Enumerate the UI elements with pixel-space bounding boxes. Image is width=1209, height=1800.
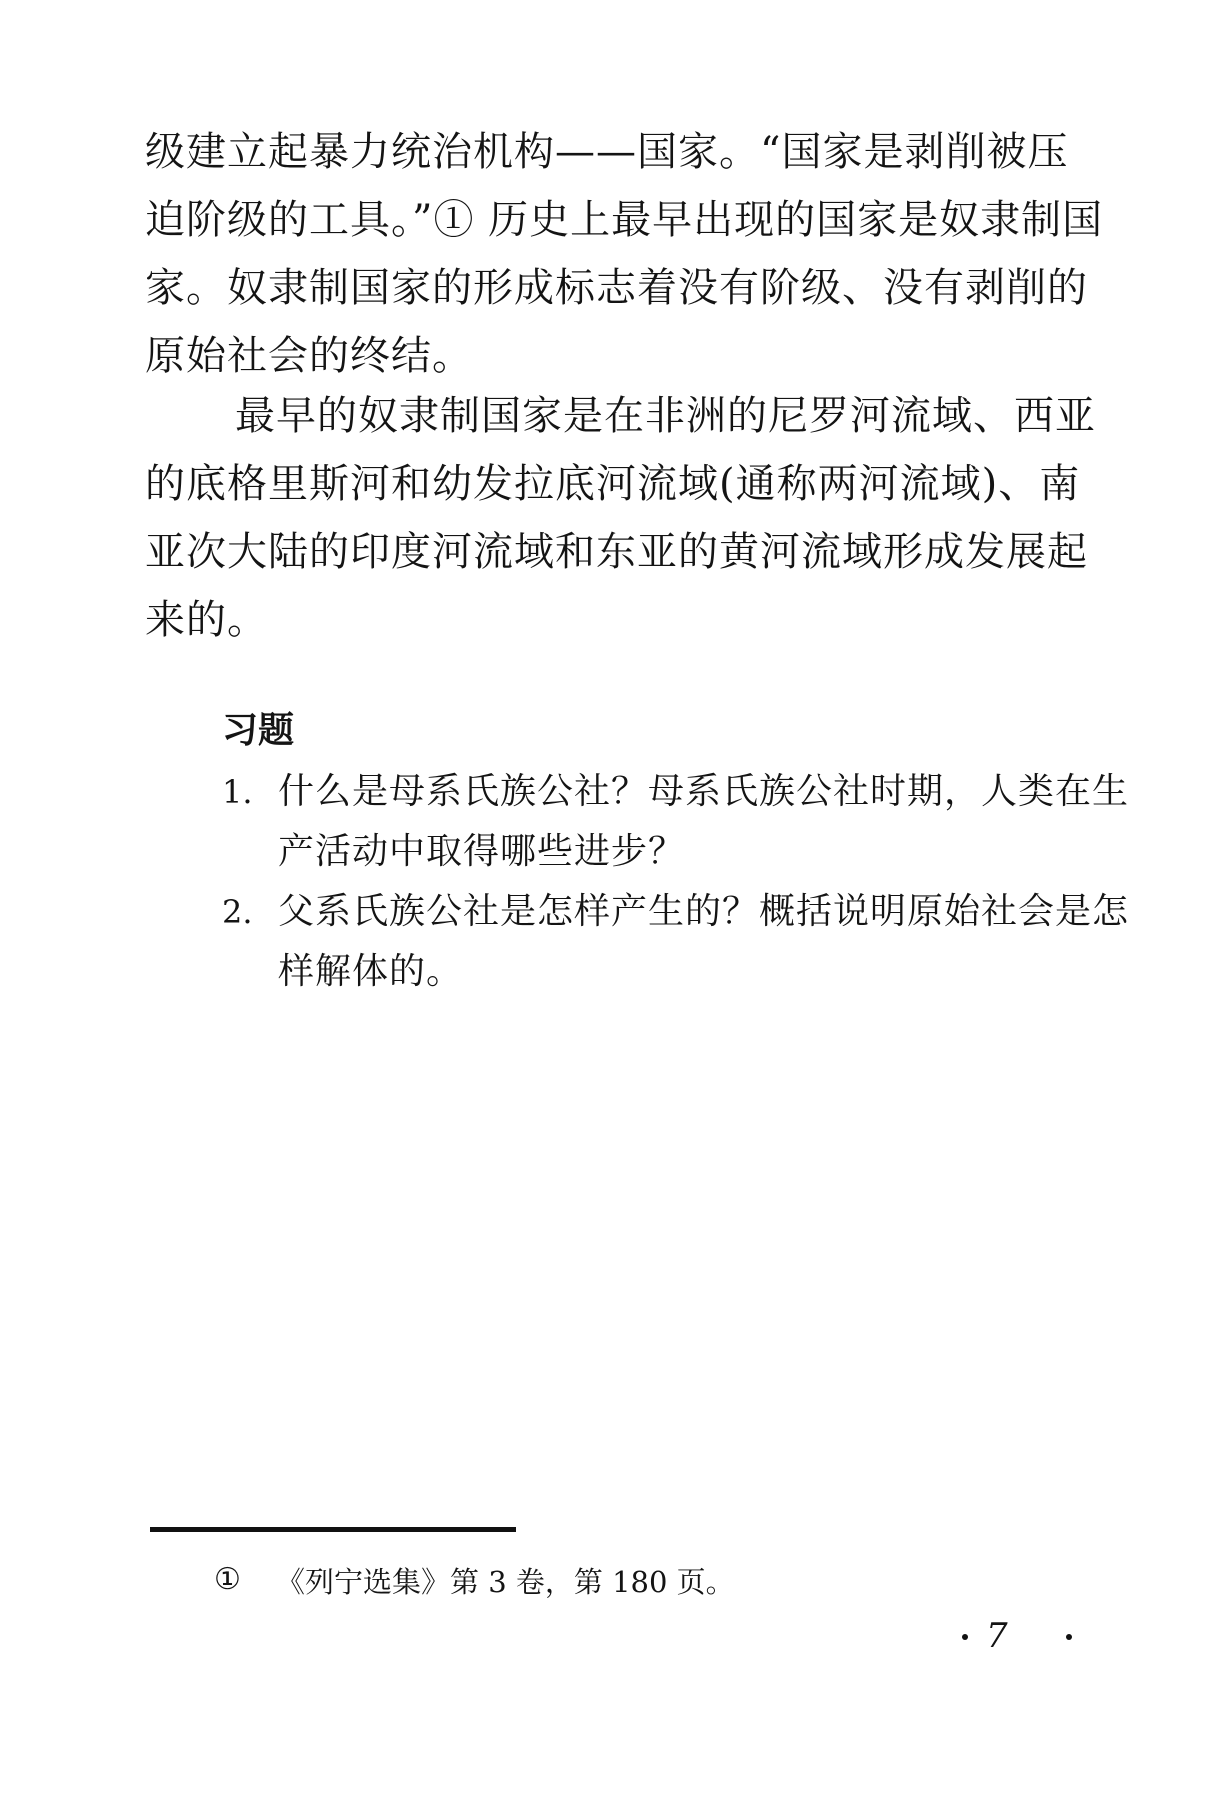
- paragraph-1-line-2: 迫阶级的工具。”① 历史上最早出现的国家是奴隶制国: [145, 197, 1104, 243]
- footnote-rule: [150, 1527, 516, 1532]
- exercise-1-line-1: 什么是母系氏族公社？母系氏族公社时期，人类在生: [278, 771, 1130, 812]
- paragraph-1-line-1: 级建立起暴力统治机构——国家。“国家是剥削被压: [145, 129, 1069, 175]
- exercise-2-line-1: 父系氏族公社是怎样产生的？概括说明原始社会是怎: [278, 891, 1130, 932]
- paragraph-2-line-2: 的底格里斯河和幼发拉底河流域(通称两河流域)、南: [145, 461, 1081, 507]
- paragraph-1-line-4: 原始社会的终结。: [145, 333, 473, 379]
- paragraph-2-line-3: 亚次大陆的印度河流域和东亚的黄河流域形成发展起: [145, 529, 1088, 575]
- paragraph-1-line-3: 家。奴隶制国家的形成标志着没有阶级、没有剥削的: [145, 265, 1088, 311]
- paragraph-2-line-4: 来的。: [145, 597, 268, 643]
- exercise-2-number: 2.: [222, 893, 253, 931]
- exercise-1-line-2: 产活动中取得哪些进步？: [278, 831, 686, 872]
- page-number-right-dot: [1066, 1634, 1072, 1640]
- exercises-heading: 习题: [222, 709, 295, 751]
- footnote-text: 《列宁选集》第 3 卷，第 180 页。: [276, 1565, 735, 1599]
- exercise-1-number: 1.: [222, 773, 253, 811]
- page-number: 7: [986, 1616, 1008, 1656]
- footnote-marker: ①: [214, 1562, 241, 1597]
- paragraph-2-line-1: 最早的奴隶制国家是在非洲的尼罗河流域、西亚: [235, 393, 1096, 439]
- page-number-left-dot: [962, 1634, 968, 1640]
- exercise-2-line-2: 样解体的。: [278, 951, 464, 992]
